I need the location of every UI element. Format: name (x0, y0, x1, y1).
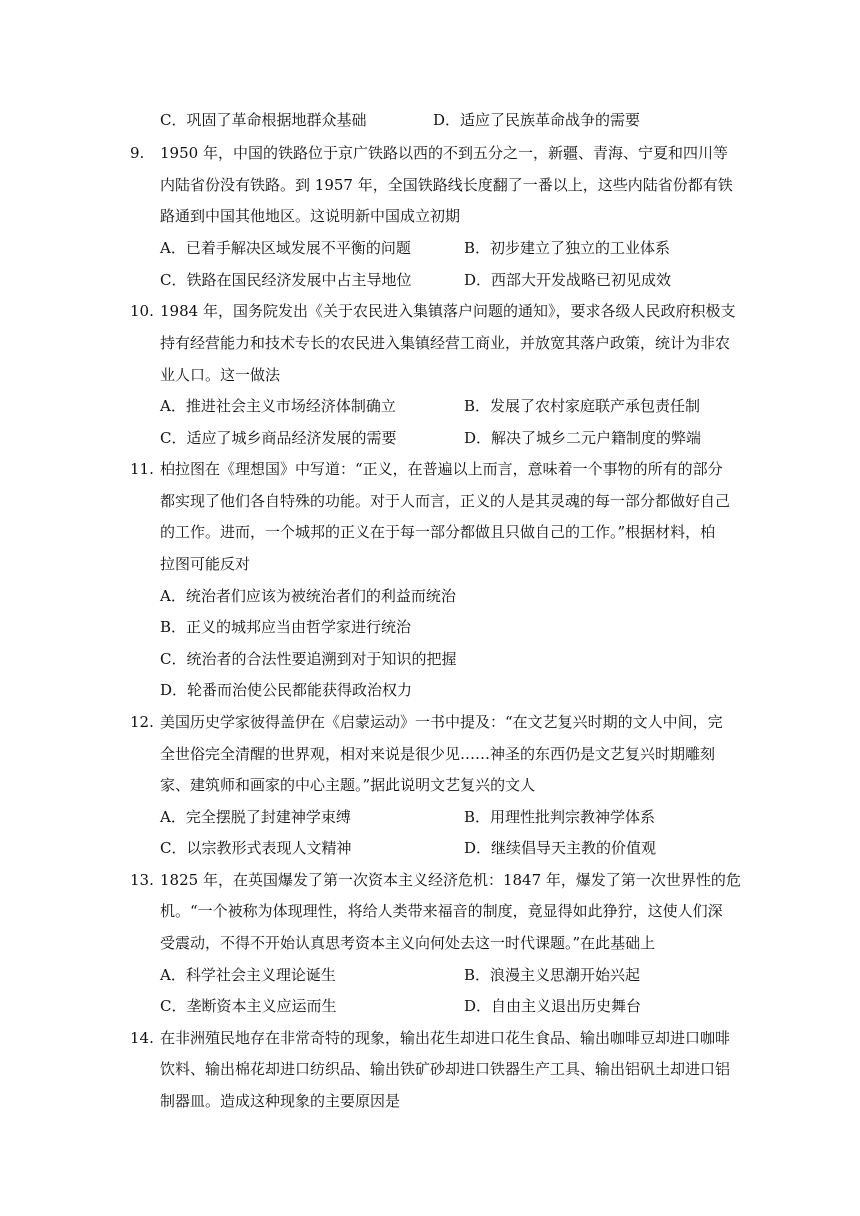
q9-option-a[interactable]: A．已着手解决区域发展不平衡的问题 (160, 239, 411, 257)
q9-stem-line: 路通到中国其他地区。这说明新中国成立初期 (160, 207, 461, 225)
q12-stem-line: 家、建筑师和画家的中心主题。”据此说明文艺复兴的文人 (160, 776, 536, 794)
q11-option-c[interactable]: C．统治者的合法性要追溯到对于知识的把握 (160, 650, 457, 668)
q14-stem-line: 制器皿。造成这种现象的主要原因是 (160, 1092, 401, 1110)
q10-stem-line: 持有经营能力和技术专长的农民进入集镇经营工商业，并放宽其落户政策，统计为非农 (160, 334, 731, 352)
q9-stem-line: 1950 年，中国的铁路位于京广铁路以西的不到五分之一，新疆、青海、宁夏和四川等 (160, 144, 728, 162)
q8-option-d[interactable]: D．适应了民族革命战争的需要 (433, 111, 641, 129)
q13-stem-line: 受震动，不得不开始认真思考资本主义向何处去这一时代课题。”在此基础上 (160, 934, 656, 952)
q9-option-d[interactable]: D．西部大开发战略已初见成效 (464, 271, 672, 289)
q13-option-c[interactable]: C．垄断资本主义应运而生 (160, 997, 337, 1015)
q9-option-c[interactable]: C．铁路在国民经济发展中占主导地位 (160, 271, 412, 289)
q13-option-d[interactable]: D．自由主义退出历史舞台 (464, 997, 642, 1015)
q13-stem-line: 1825 年，在英国爆发了第一次资本主义经济危机：1847 年，爆发了第一次世界性的危 (160, 871, 741, 889)
q9-number: 9. (130, 144, 145, 162)
q10-option-d[interactable]: D．解决了城乡二元户籍制度的弊端 (464, 429, 702, 447)
q12-stem-line: 美国历史学家彼得盖伊在《启蒙运动》一书中提及：“在文艺复兴时期的文人中间，完 (160, 713, 723, 731)
q11-stem-line: 都实现了他们各自特殊的功能。对于人而言，正义的人是其灵魂的每一部分都做好自己 (160, 492, 731, 510)
q11-stem-line: 拉图可能反对 (160, 555, 251, 573)
q11-stem-line: 的工作。进而，一个城邦的正义在于每一部分都做且只做自己的工作。”根据材料，柏 (160, 523, 716, 541)
q9-stem-line: 内陆省份没有铁路。到 1957 年，全国铁路线长度翻了一番以上，这些内陆省份都有铁 (160, 176, 733, 194)
q10-stem-line: 1984 年，国务院发出《关于农民进入集镇落户问题的通知》，要求各级人民政府积极支 (160, 302, 736, 320)
q14-stem-line: 饮料、输出棉花却进口纺织品、输出铁矿砂却进口铁器生产工具、输出铝矾土却进口铝 (160, 1060, 731, 1078)
q13-option-b[interactable]: B．浪漫主义思潮开始兴起 (464, 966, 641, 984)
q10-option-b[interactable]: B．发展了农村家庭联产承包责任制 (464, 397, 701, 415)
q12-option-c[interactable]: C．以宗教形式表现人文精神 (160, 839, 352, 857)
q10-stem-line: 业人口。这一做法 (160, 366, 281, 384)
q11-option-a[interactable]: A．统治者们应该为被统治者们的利益而统治 (160, 587, 456, 605)
q13-number: 13. (130, 871, 154, 889)
q11-option-d[interactable]: D．轮番而治使公民都能获得政治权力 (160, 681, 413, 699)
q14-number: 14. (130, 1029, 154, 1047)
q10-option-c[interactable]: C．适应了城乡商品经济发展的需要 (160, 429, 397, 447)
q8-option-c[interactable]: C．巩固了革命根据地群众基础 (160, 111, 367, 129)
q13-option-a[interactable]: A．科学社会主义理论诞生 (160, 966, 336, 984)
q10-option-a[interactable]: A．推进社会主义市场经济体制确立 (160, 397, 396, 415)
q9-option-b[interactable]: B．初步建立了独立的工业体系 (464, 239, 671, 257)
q14-stem-line: 在非洲殖民地存在非常奇特的现象，输出花生却进口花生食品、输出咖啡豆却进口咖啡 (160, 1029, 731, 1047)
q11-option-b[interactable]: B．正义的城邦应当由哲学家进行统治 (160, 618, 412, 636)
q12-option-d[interactable]: D．继续倡导天主教的价值观 (464, 839, 657, 857)
q12-option-a[interactable]: A．完全摆脱了封建神学束缚 (160, 808, 351, 826)
q10-number: 10. (130, 302, 154, 320)
q11-stem-line: 柏拉图在《理想国》中写道：“正义，在普遍以上而言，意味着一个事物的所有的部分 (160, 460, 723, 478)
q13-stem-line: 机。“一个被称为体现理性，将给人类带来福音的制度，竟显得如此狰狞，这使人们深 (160, 902, 723, 920)
q11-number: 11. (130, 460, 154, 478)
q12-number: 12. (130, 713, 154, 731)
q12-option-b[interactable]: B．用理性批判宗教神学体系 (464, 808, 656, 826)
q12-stem-line: 全世俗完全清醒的世界观，相对来说是很少见……神圣的东西仍是文艺复兴时期雕刻 (160, 745, 716, 763)
